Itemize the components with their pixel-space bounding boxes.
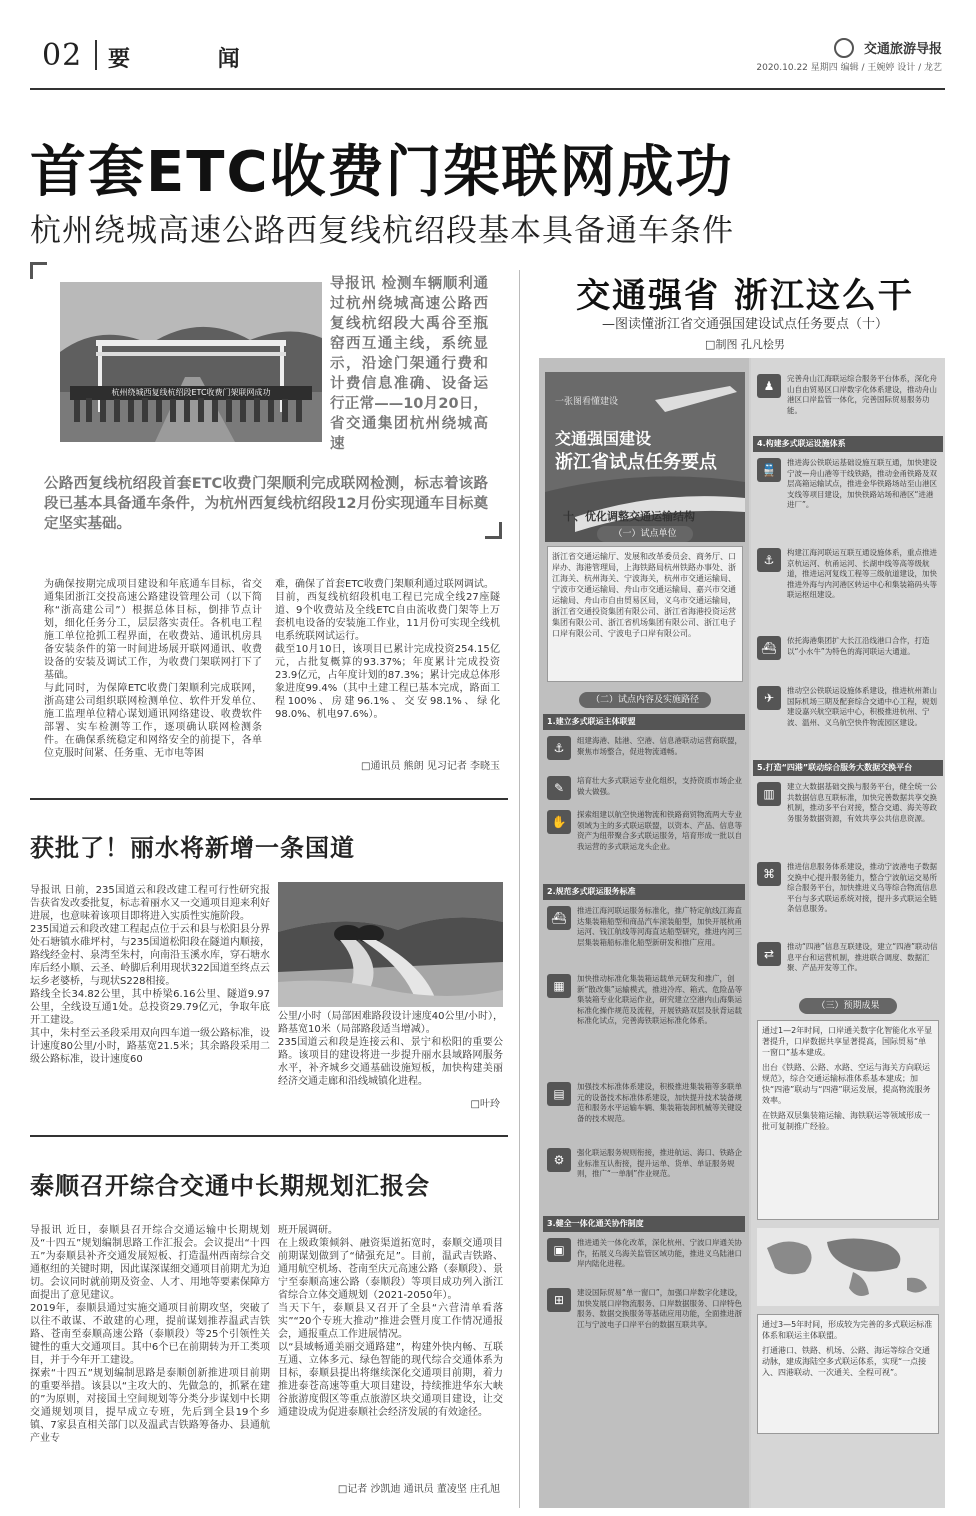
pilot-units-box: 浙江省交通运输厅、发展和改革委员会、商务厅、口岸办、海港管理局，上海铁路局杭州铁路办事处、浙江海关、杭州海关、宁波海关，杭州市交通运输局、宁波市交通运输局、舟山市交通运输局、嘉兴市交通运输局、舟山市自由贸易区局，义乌市交通运输局，浙江省交通投资集团有限公司、浙江省海港投资运营集团有限公司、浙江省机场集团有限公司、浙江电子口岸有限公司、宁波电子口岸有限公司。 [547,546,743,682]
section-bar-4: 4.构建多式联运设施体系 [753,436,943,452]
etc-gantry-photo [60,282,322,442]
customs-icon: ▣ [547,1238,571,1262]
story2-body-left: 导报讯 日前，235国道云和段改建工程可行性研究报告获省发改委批复，标志着丽水又一交通项目迎来利好进展，也意味着该项目即将进入实质性实施阶段。 235国道云和段改建工程起点位于云和县与松阳县分界处石塘镇水碓坪村，与235国道松阳段在隧道内顺接，路线经金村、泉湾至朱村，向南沿玉溪水库，穿石塘水库后经小顺、云圣、岭脚后利用现状322国道至终点云坛乡老婆桥，与现状S228相接。 路线全长34.82公里，其中桥梁6.16公里、隧道9.97公里，全线设互通1处。总投资29.79亿元，争取年底开工建设。 其中，朱村至云圣段采用双向四车道一级公路标准，设计速度80公里/小时，路基宽21.5米；其余路段采用二级公路标准，设计速度60 [30,885,270,1065]
content-item: ▦ 加快推动标准化集装箱运载单元研发和推广，创新“散改集”运输模式，推进冷库、箱式、危险品等集装箱专业化联运作业，研究建立空港内山海集运标准化操作规范及流程，开展铁路双层及驮背运载标准化试点，完善海铁联运标准化体系。 [547,974,743,1027]
dateline: 2020.10.22 星期四 编辑 / 王婉婷 设计 / 龙艺 [756,63,942,73]
story2-byline: □叶玲 [470,1099,500,1110]
content-item: ⚓ 构建江海河联运互联互通设施体系，重点推进京杭运河、杭甬运河、长湖申线等高等级航道，推进运河复线工程等三级航道建设，加快推进外海与内河港区转运中心和集装箱码头等联运枢纽建设。 [757,548,939,601]
content-item: ⚓ 组建海港、陆港、空港、信息港联动运营商联盟，聚焦市场整合，促进物流通畅。 [547,736,743,760]
photo-banner-text: 杭州绕城西复线杭绍段ETC收费门架联网成功 [111,388,271,397]
pill-pilot-content: （二）试点内容及实施路径 [579,692,711,708]
infographic-panel [539,358,945,1508]
airplane-icon: ✈ [757,686,781,710]
section-name: 要 闻 [108,47,280,72]
lead-body-col2: 难，确保了首套ETC收费门架顺利通过联网调试。 目前，西复线杭绍段机电工程已完成全线27座隧道、9个收费站及全线ETC自由流收费门架等上万套机电设备的安装施工作业，11月份可实现全线机电系统联网试运行。 截至10月10日，该项目已累计完成投资254.15亿元，占批复概算的93.37%；年度累计完成投资23.9亿元，占年度计划的87.3%；累计完成总体形象进度99.4%（其中土建工程已基本完成，路面工程100%、房建96.1%、交安98.1%、绿化98.0%、机电97.6%）。 [275,579,500,720]
edit-icon: ✎ [547,776,571,800]
infographic-credit: □制图 孔凡桧男 [705,338,785,351]
result-item: 打通港口、铁路、机场、公路、海运等综合交通动脉，建成海陆空多式联运体系，实现“一点接入、四港联动、一次通关、全程可视”。 [762,1346,930,1377]
header-divider [95,40,97,70]
result-item: 通过1—2年时间，口岸通关数字化智能化水平显著提升，口岸数据共享显著提高，国际贸易“单一窗口”基本建成。 [762,1026,933,1057]
content-item: ▤ 加强技术标准体系建设，积极推进集装箱等多联单元的设备技术标准体系建设，加快提升技术装备规范和服务水平运输车辆、集装箱装卸机械等关键设备的技术规范。 [547,1082,743,1124]
brand-name: 交通旅游导报 [863,42,942,57]
content-item: ✋ 探索组建以航空快递物流和铁路商贸物流两大专业领域为主的多式联运联盟，以资本、产品、信息等资产为纽带聚合多式联运服务，培育形成一批以自我运营的多式联运龙头企业。 [547,810,743,852]
container-icon: ▦ [547,974,571,998]
infographic-banner [545,372,745,542]
link-icon: ⇄ [757,942,781,966]
gear-icon: ⚙ [547,1148,571,1172]
content-item: ▥ 建立大数据基础交换与服务平台，健全统一公共数据信息互联标准，加快完善数据共享交换机制，推动多平台对接，整合交通、海关等政务服务数据资源，有效共享公共信息资源。 [757,782,939,824]
handshake-icon: ✋ [547,810,571,834]
content-item: ⌘ 推进信息服务体系建设，推动宁波港电子数据交换中心提升服务能力，整合宁波航运交易所综合服务平台，加快推进义乌等综合物流信息平台与多式联运系统对接，提升多式联运全链条信息服务。 [757,862,939,915]
content-item: 🚆 推进海公铁联运基础设施互联互通，加快建设宁波—舟山港等干线铁路，推动金甬铁路及双层高箱运输试点，推进金华铁路场站至山港区支线等项目建设，加快铁路站场和港区“进港进厂”。 [757,458,939,511]
story3-body-left: 导报讯 近日，泰顺县召开综合交通运输中长期规划及“十四五”规划编制思路工作汇报会。会议提出“十四五”为泰顺县补齐交通发展短板、打造温州西南综合交通枢纽的关键时期，因此谋深谋细交通项目前期尤为迫切。会议同时就前期及资金、人才、用地等要素保障方面提出了意见建议。 2019年，泰顺县通过实施交通项目前期攻坚，突破了以往不敢谋、不敢建的心理，提前谋划推荐温武吉铁路、苍南至泰顺高速公路（泰顺段）等25个引领性关键性的重大交通项目。其中6个已在前期转为开工类项目，并于今年开工建设。 探索“十四五”规划编制思路是泰顺创新推进项目前期的重要举措。该县以“主攻大的、先做急的，抓紧在建的”为原则，对接国土空间规划等分类分步谋划中长期交通规划项目，提早成立专班，先后到全县19个乡镇、7家县直相关部门以及温武吉铁路筹备办、县通航产业专 [30,1225,270,1444]
content-item: ✈ 推动空公铁联运设施体系建设，推进杭州萧山国际机场三期及配套综合交通中心工程，规划建设嘉兴航空联运中心，积极推进杭州、宁波、温州、义乌航空快件物流园区建设。 [757,686,939,728]
section-bar-2: 2.规范多式联运服务标准 [543,884,745,900]
content-item: ⛴ 依托海港集团扩大长江沿线港口合作，打造以“小水牛”为特色的海河联运大通道。 [757,636,939,660]
port-icon: ⛴ [757,636,781,660]
pill-expected-results: （三）预期成果 [799,998,897,1014]
story3-title: 泰顺召开综合交通中长期规划汇报会 [30,1172,430,1200]
window-icon: ⊞ [547,1288,571,1312]
content-item: ▣ 推进通关一体化改革，深化杭州、宁波口岸通关协作，拓展义乌海关监管区域功能，推进义乌陆港口岸内陆化进程。 [547,1238,743,1270]
section-bar-5: 5.打造“四港”联动综合服务大数据交换平台 [753,760,943,776]
content-item: ✎ 培育壮大多式联运专业化组织，支持资质市场企业做大做强。 [547,776,743,800]
page-number: 02 [42,38,83,73]
lead-headline: 首套ETC收费门架联网成功 [30,140,734,205]
content-item: ⊞ 建设国际贸易“单一窗口”，加强口岸数字化建设，加快发展口岸物流服务、口岸数据服务、口岸特色服务、数据交换服务等基础应用功能，全面推进浙江与宁波电子口岸平台的数据互联共享。 [547,1288,743,1330]
result-item: 在铁路双层集装箱运输、海铁联运等领域形成一批可复制推广经验。 [762,1111,930,1131]
infographic-title: 交通强省 浙江这么干 [576,276,914,316]
banner-line2: 浙江省试点任务要点 [555,452,717,473]
results-box-2 [757,1314,939,1434]
infographic-right-column [751,358,945,1508]
content-item: ⛴ 推进江海河联运服务标准化，推广特定航线江海直达集装箱船型和商品汽车滚装船型，加快开展杭甬运河、钱江航线等河海直达船型研究，推进内河三层集装箱船标准化船型新研发和推广应用。 [547,906,743,948]
brand-logo-icon [834,38,854,58]
world-map-icon [757,1228,939,1306]
lead-summary-right: 导报讯 检测车辆顺利通过杭州绕城高速公路西复线杭绍段大禹谷至瓶窑西互通主线，系统显示，沿途门架通行费和计费信息准确、设备运行正常——10月20日，省交通集团杭州绕城高速 [330,276,488,452]
section-bar-3: 3.健全一体化通关协作制度 [543,1216,745,1232]
crane-icon: ⚓ [757,548,781,572]
column-separator [519,270,520,1508]
corner-mark-icon [30,262,47,279]
story3-byline: □记者 沙凯迪 通讯员 董凌坚 庄孔旭 [337,1484,500,1495]
content-item: ♟ 完善舟山江海联运综合服务平台体系，深化舟山自由贸易区口岸数字化体系建设，推动舟山港区口岸监管一体化，完善国际贸易服务功能。 [757,374,939,416]
document-icon: ▤ [547,1082,571,1106]
section-divider [30,798,508,800]
result-item: 出台《铁路、公路、水路、空运与海关方向联运规范》，综合交通运输标准体系基本建成；加快“四港”联动与“四港”联运发展，提高物流服务效率。 [762,1063,931,1105]
people-icon: ♟ [757,374,781,398]
story2-body-right: 公里/小时（局部困难路段设计速度40公里/小时），路基宽10米（局部路段适当增减）。 235国道云和段是连接云和、景宁和松阳的重要公路。该项目的建设将进一步提升丽水县域路网服务水平，补齐城乡交通基础设施短板，加快构建美丽经济交通走廊和沿线城镇化进程。 [278,1011,503,1087]
infographic-left-column [539,358,749,1508]
lead-byline: □通讯员 熊朗 见习记者 李晓玉 [361,761,500,772]
pill-pilot-units: （一）试点单位 [597,526,693,542]
network-icon: ⌘ [757,862,781,886]
lead-summary-bottom: 公路西复线杭绍段首套ETC收费门架顺利完成联网检测，标志着该路段已基本具备通车条件，为杭州西复线杭绍段12月份实现通车目标奠定坚实基础。 [44,476,488,532]
container-port-icon: ⚓ [547,736,571,760]
server-icon: ▥ [757,782,781,806]
content-item: ⇄ 推动“四港”信息互联建设，建立“四港”联动信息平台和运营机制，推进联合调度、数据汇聚、产品开发等工作。 [757,942,939,974]
infographic-subtitle: —图读懂浙江省交通强国建设试点任务要点（十） [601,317,888,332]
results-box [757,1020,939,1220]
section-divider [30,1135,508,1137]
story3-body-right: 班开展调研。 在上级政策倾斜、融资渠道拓宽时，泰顺交通项目前期谋划做到了“储强充足”。目前，温武吉铁路、通用航空机场、苍南至庆元高速公路（泰顺段）、景宁至泰顺高速公路（泰顺段）等项目成功列入浙江省综合立体交通规划（2021-2050年）。 当天下午，泰顺县又召开了全县“六营清单看落实”“20个专班大推动”推进会暨月度工作情况通报会，通报重点工作进展情况。 以“县域畅通美丽交通路建”，构建外快内畅、互联互通、立体多元、绿色智能的现代综合交通体系为目标，泰顺县提出将继续深化交通项目前期，着力推进泰苍高速等重大项目建设，持续推进华东大峡谷旅游度假区等重点旅游区块交通项目建设，让交通建设成为促进泰顺社会经济发展的有效途径。 [278,1225,503,1418]
banner-line1: 交通强国建设 [555,429,652,448]
lead-body-col1: 为确保按期完成项目建设和年底通车目标，省交通集团浙江交投高速公路建设管理公司（以下简称“浙高建公司”）根据总体目标，倒排节点计划，细化任务分工，层层落实责任。各机电工程施工单位抢抓工程界面，在收费站、通讯机房具备安装条件的第一时间进场展开联网通讯、收费设备的安装及调试工作，为收费门架联网打下了基础。 与此同时，为保障ETC收费门架顺利完成联网，浙高建公司组织联网检测单位、软件开发单位、施工监理单位精心谋划通讯网络建设、收费软件部署、实车检测等工作，逐项确认联网检测条件。在确保系统稳定和网络安全的前提下，各单位克服时间紧、任务重、无市电等困 [44,579,262,759]
bridge-tunnel-photo [278,882,503,1007]
banner-line3: 十、优化调整交通运输结构 [563,510,695,523]
corner-mark-icon [485,522,502,539]
header-rule [30,88,945,90]
section-bar-1: 1.建立多式联运主体联盟 [543,714,745,730]
ship-icon: ⛴ [547,906,571,930]
train-icon: 🚆 [757,458,781,482]
content-item: ⚙ 强化联运服务规则衔接，推进航运、海口、铁路企业标准互认衔接，提升运单、货单、单证服务规则，推广“一单制”作业规范。 [547,1148,743,1180]
lead-subhead: 杭州绕城高速公路西复线杭绍段基本具备通车条件 [30,213,734,249]
banner-tag: 一张图看懂建设 [555,397,619,407]
result-item: 通过3—5年时间，形成较为完善的多式联运标准体系和联运主体联盟。 [762,1320,933,1340]
story2-title: 获批了！丽水将新增一条国道 [30,834,355,862]
